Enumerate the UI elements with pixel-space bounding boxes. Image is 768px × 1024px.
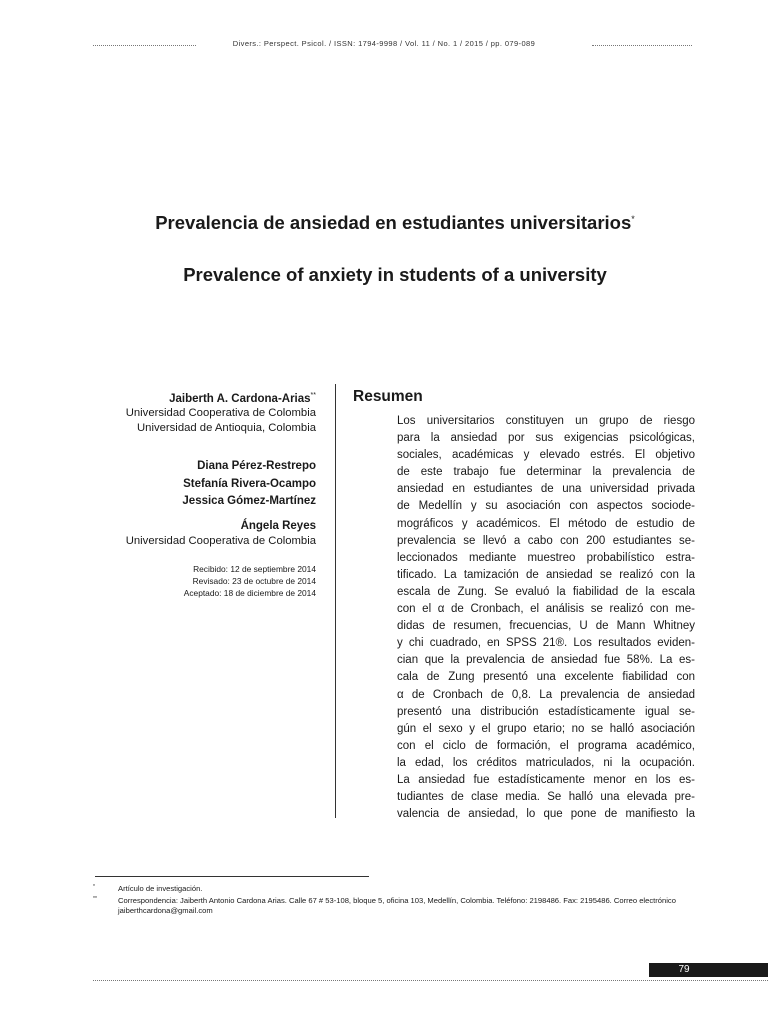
abstract-line: tudiantes de clase media. Se halló una elevada pre-: [397, 791, 695, 804]
abstract-line: cala de Zung presentó una excelente fiabilidad con: [397, 671, 695, 684]
author-name: Diana Pérez-Restrepo: [197, 460, 316, 472]
abstract-line: ansiedad en estudiantes de una universidad privada: [397, 483, 695, 496]
author-name: Jaiberth A. Cardona-Arias**: [169, 392, 316, 405]
footnote-text: Artículo de investigación.: [118, 884, 203, 893]
date-received: Recibido: 12 de septiembre 2014: [193, 564, 316, 574]
author-block-1: [100, 389, 316, 435]
abstract-line: de Medellín y su asociación con aspectos sociode-: [397, 500, 695, 513]
abstract-body: [397, 413, 695, 823]
abstract-line: gún el sexo y el grupo etario; no se halló asociación: [397, 722, 695, 735]
abstract-line: α de Cronbach de 0,8. La prevalencia de ansiedad: [397, 688, 695, 701]
abstract-line: con el ciclo de formación, el programa académico,: [397, 739, 695, 752]
abstract-line: presentó una distribución estadísticamente igual se-: [397, 705, 695, 718]
author-block-3: [100, 519, 316, 548]
abstract-line: de este trabajo fue determinar la prevalencia de: [397, 466, 695, 479]
abstract-line: sociales, académicas y elevado estrés. El objetivo: [397, 449, 695, 462]
column-divider: [335, 384, 336, 818]
abstract-line: para la ansiedad por sus exigencias psicológicas,: [397, 432, 695, 445]
footnote-1: [93, 884, 693, 894]
abstract-line: mográficos y académicos. El método de estudio de: [397, 517, 695, 530]
footer-rule: [93, 980, 768, 981]
author-block-2: [100, 458, 316, 511]
author-name: Jessica Gómez-Martínez: [182, 495, 316, 507]
footnote-mark: *: [93, 884, 95, 890]
author-affiliation: Universidad Cooperativa de Colombia: [125, 407, 316, 420]
abstract-line: prevalencia se llevó a cabo con 200 estudiantes se-: [397, 534, 695, 547]
date-accepted: Aceptado: 18 de diciembre de 2014: [183, 588, 316, 598]
article-dates: [100, 563, 316, 599]
abstract-line: cian que la prevalencia de ansiedad fue 58%. La es-: [397, 654, 695, 667]
abstract-line: tificado. La tamización de ansiedad se realizó con la: [397, 568, 695, 581]
abstract-line: valencia de ansiedad, lo que pone de manifiesto la: [397, 808, 695, 821]
abstract-line: y chi cuadrado, en SPSS 21®. Los resultados eviden-: [397, 637, 695, 650]
abstract-line: didas de resumen, frecuencias, U de Mann Whitney: [397, 620, 695, 633]
header-rule-right: [592, 45, 692, 46]
footnote-rule: [95, 876, 369, 877]
abstract-line: con el α de Cronbach, el análisis se realizó con me-: [397, 603, 695, 616]
journal-header: Divers.: Perspect. Psicol. / ISSN: 1794-9998 / Vol. 11 / No. 1 / 2015 / pp. 079-089: [232, 39, 536, 48]
page-number: 79: [678, 964, 690, 975]
date-revised: Revisado: 23 de octubre de 2014: [192, 576, 316, 586]
title-english: Prevalence of anxiety in students of a university: [183, 264, 607, 285]
abstract-line: Los universitarios constituyen un grupo de riesgo: [397, 415, 695, 427]
author-name: Stefanía Rivera-Ocampo: [183, 477, 316, 490]
abstract-line: leccionados mediante muestreo probabilístico estra-: [397, 551, 695, 564]
footnote-mark: **: [93, 896, 97, 902]
title-spanish: Prevalencia de ansiedad en estudiantes universitarios*: [155, 212, 635, 233]
abstract-line: escala de Zung. Se evaluó la fiabilidad de la escala: [397, 585, 695, 598]
footnote-text: Correspondencia: Jaiberth Antonio Cardona Arias. Calle 67 # 53-108, bloque 5, oficina 103, Medellín, Colombia. Teléfono: 2198486. Fax: 2195486. Correo electrónico jaiberthcardona@gmail.com: [118, 896, 676, 916]
footnote-2: [93, 896, 693, 917]
abstract-line: La ansiedad fue estadísticamente menor en los es-: [397, 773, 695, 786]
author-name: Ángela Reyes: [240, 520, 316, 532]
author-affiliation: Universidad Cooperativa de Colombia: [125, 534, 316, 547]
abstract-line: la edad, los créditos matriculados, ni la ocupación.: [397, 756, 695, 769]
author-affiliation: Universidad de Antioquia, Colombia: [137, 421, 316, 434]
abstract-heading: Resumen: [353, 388, 423, 405]
title-footnote-mark: *: [631, 213, 635, 224]
author-footnote-mark: **: [310, 392, 316, 399]
